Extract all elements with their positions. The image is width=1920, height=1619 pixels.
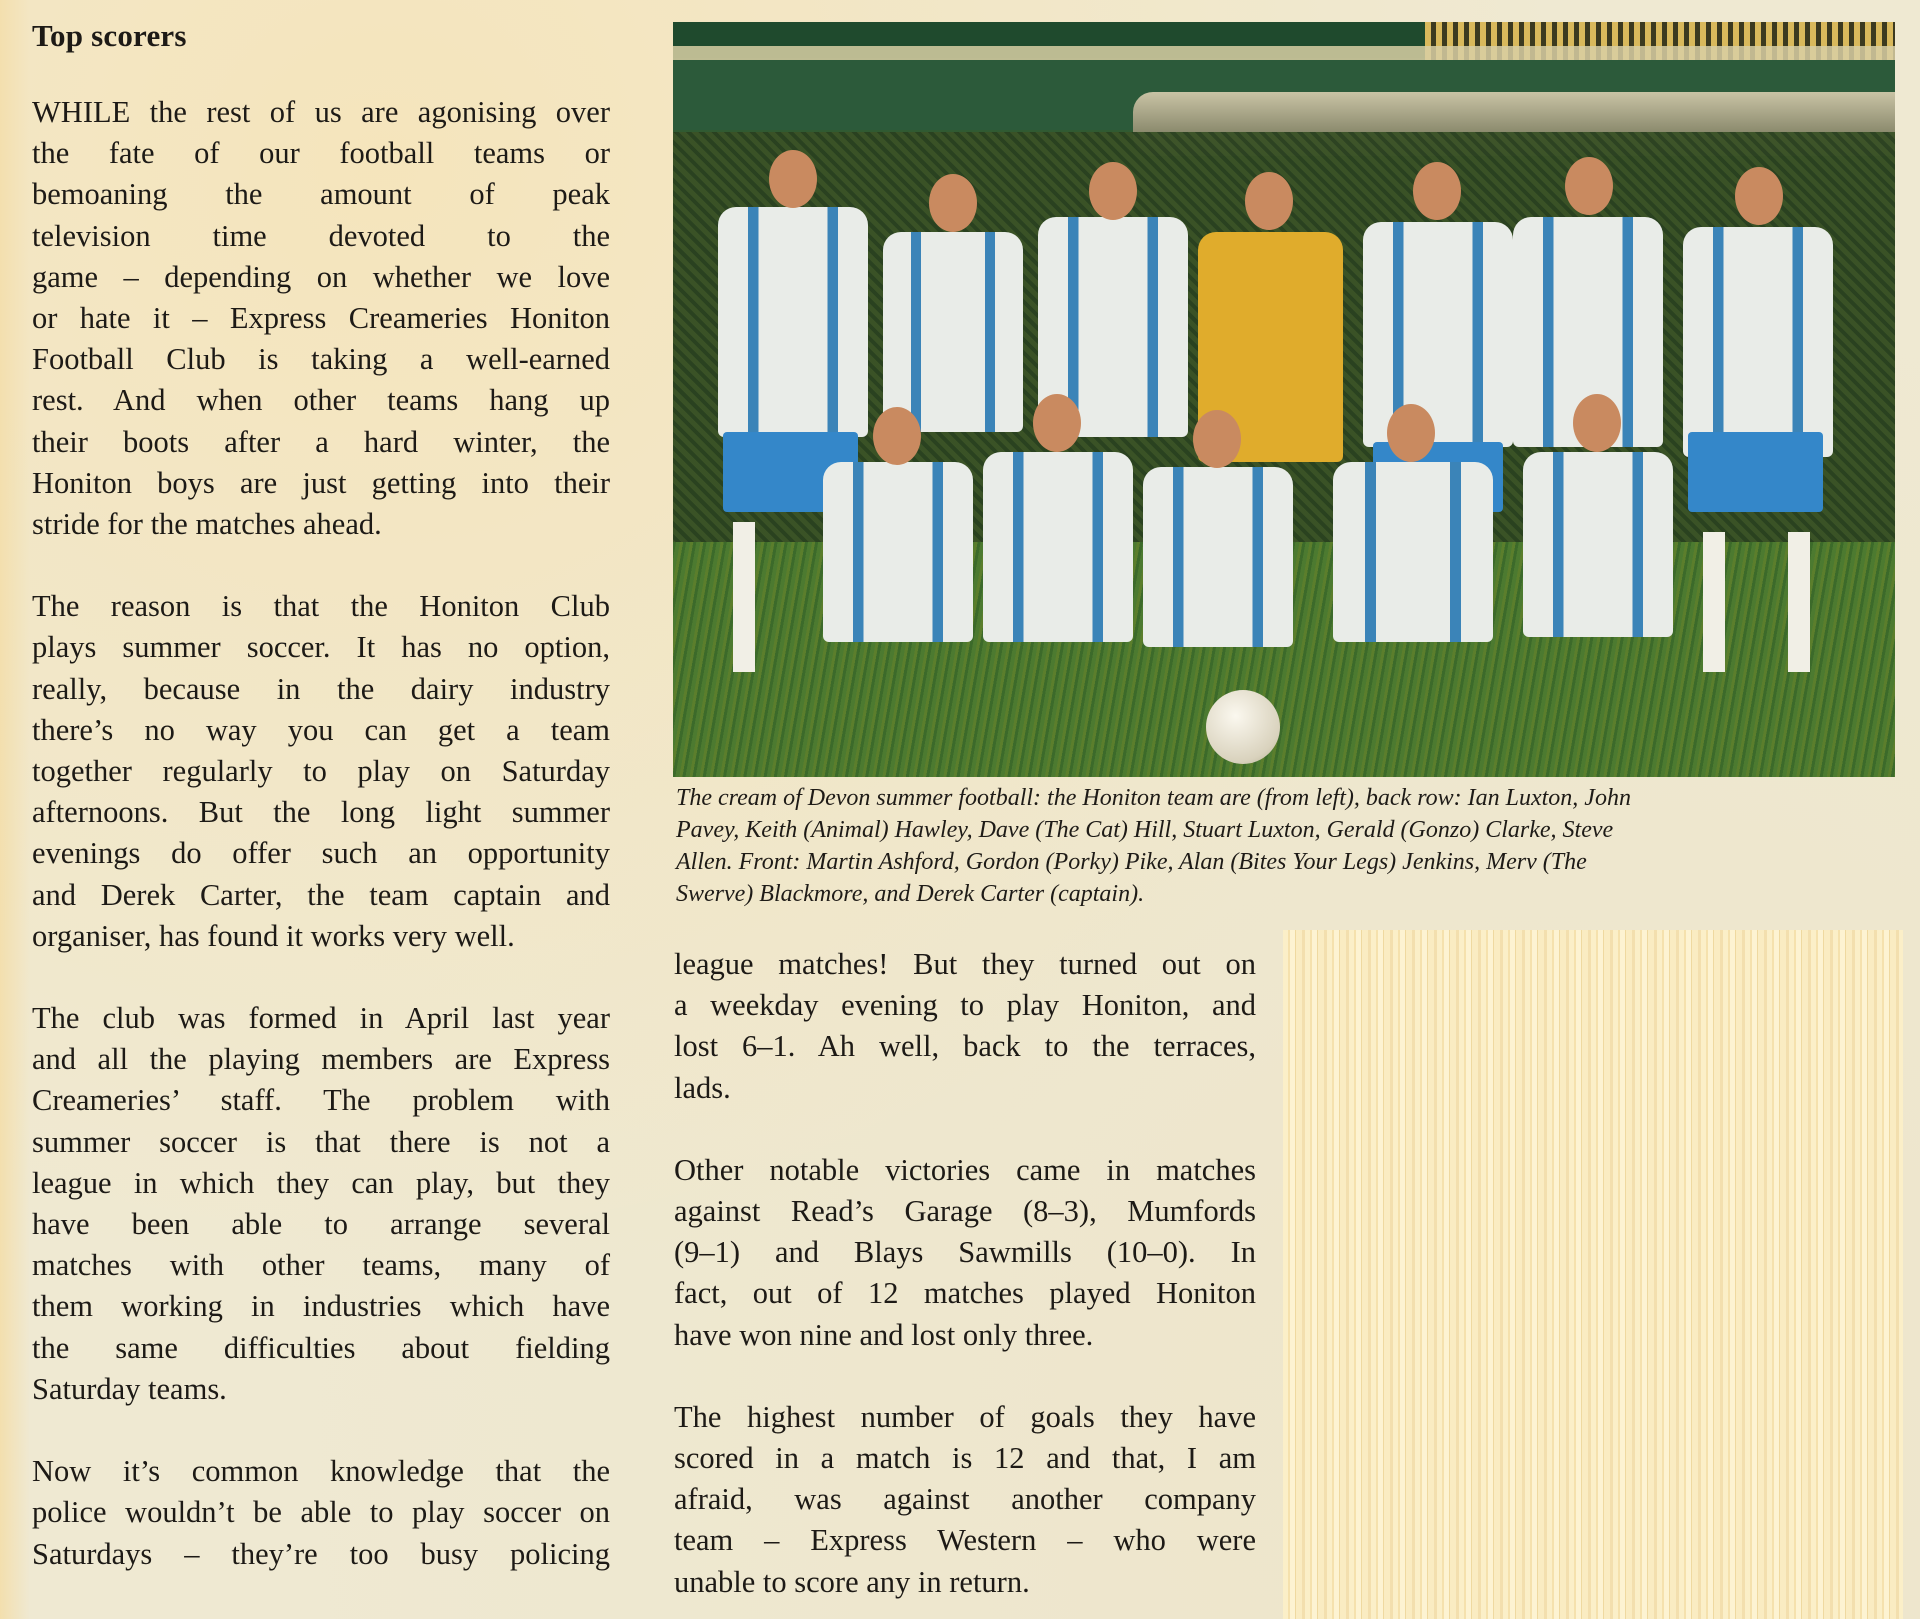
text-line: police wouldn’t be able to play soccer on [32,1495,610,1530]
caption-line: Pavey, Keith (Animal) Hawley, Dave (The Cat) Hill, Stuart Luxton, Gerald (Gonzo) Clarke, Steve [676,817,1614,843]
text-line: television time devoted to the [32,218,610,253]
text-line: have been able to arrange several [32,1207,610,1242]
article-title: Top scorers [32,18,187,53]
paragraph-5 [674,944,1256,1109]
text-line: Creameries’ staff. The problem with [32,1083,610,1118]
text-line: the fate of our football teams or [32,136,610,171]
player-front-2 [983,452,1133,642]
text-line: rest. And when other teams hang up [32,383,610,418]
player-back-5 [1363,222,1513,447]
paragraph-4 [32,1451,610,1575]
text-line: summer soccer is that there is not a [32,1124,610,1159]
text-line: stride for the matches ahead. [32,507,382,542]
text-line: afraid, was against another company [674,1482,1256,1517]
middle-column [674,944,1256,1603]
player-back-7 [1683,227,1833,457]
text-line: and all the playing members are Express [32,1042,610,1077]
paragraph-1 [32,92,610,545]
text-line: the same difficulties about fielding [32,1330,610,1365]
text-line: Football Club is taking a well-earned [32,342,610,377]
player-front-5 [1523,452,1673,637]
player-front-3 [1143,467,1293,647]
text-line: Saturday teams. [32,1371,227,1406]
player-back-2 [883,232,1023,432]
text-line: afternoons. But the long light summer [32,795,610,830]
text-line: team – Express Western – who were [674,1523,1256,1558]
text-line: The reason is that the Honiton Club [32,589,610,624]
text-line: league in which they can play, but they [32,1165,610,1200]
caption-line: The cream of Devon summer football: the Honiton team are (from left), back row: Ian Luxton, John [676,785,1631,811]
text-line: The highest number of goals they have [674,1399,1256,1434]
text-line: league matches! But they turned out on [674,947,1256,981]
team-photo [673,22,1895,777]
text-line: them working in industries which have [32,1289,610,1324]
paragraph-6 [674,1150,1256,1356]
text-line: (9–1) and Blays Sawmills (10–0). In [674,1235,1256,1270]
text-line: evenings do offer such an opportunity [32,836,610,871]
text-line: bemoaning the amount of peak [32,177,610,212]
photo-caption [676,782,1896,910]
text-line: plays summer soccer. It has no option, [32,630,610,665]
text-line: and Derek Carter, the team captain and [32,877,610,912]
text-line: have won nine and lost only three. [674,1317,1094,1352]
text-line: scored in a match is 12 and that, I am [674,1441,1256,1476]
paragraph-3 [32,998,610,1410]
text-line: their boots after a hard winter, the [32,424,610,459]
text-line: organiser, has found it works very well. [32,918,515,953]
text-line: Now it’s common knowledge that the [32,1454,610,1489]
caption-line: Allen. Front: Martin Ashford, Gordon (Porky) Pike, Alan (Bites Your Legs) Jenkins, Merv (The [676,849,1587,875]
left-column [32,92,610,1575]
text-line: lost 6–1. Ah well, back to the terraces, [674,1029,1256,1064]
text-line: Other notable victories came in matches [674,1152,1256,1187]
text-line: matches with other teams, many of [32,1248,610,1283]
player-front-4 [1333,462,1493,642]
text-line: Honiton boys are just getting into their [32,465,610,500]
text-line: together regularly to play on Saturday [32,754,610,789]
text-line: game – depending on whether we love [32,259,610,294]
player-front-1 [823,462,973,642]
text-line: or hate it – Express Creameries Honiton [32,301,610,336]
blank-striped-area [1283,930,1903,1619]
page-edge-shading [0,0,30,1619]
text-line: WHILE the rest of us are agonising over [32,95,610,129]
paragraph-2 [32,586,610,957]
text-line: a weekday evening to play Honiton, and [674,988,1256,1023]
player-back-1 [718,207,868,437]
football [1206,690,1280,764]
text-line: unable to score any in return. [674,1564,1030,1599]
text-line: really, because in the dairy industry [32,671,610,706]
text-line: against Read’s Garage (8–3), Mumfords [674,1194,1256,1229]
text-line: Saturdays – they’re too busy policing [32,1536,610,1571]
paragraph-7 [674,1397,1256,1603]
text-line: lads. [674,1070,731,1105]
text-line: The club was formed in April last year [32,1001,610,1036]
text-line: fact, out of 12 matches played Honiton [674,1276,1256,1311]
caption-line: Swerve) Blackmore, and Derek Carter (captain). [676,881,1145,907]
text-line: there’s no way you can get a team [32,712,610,747]
